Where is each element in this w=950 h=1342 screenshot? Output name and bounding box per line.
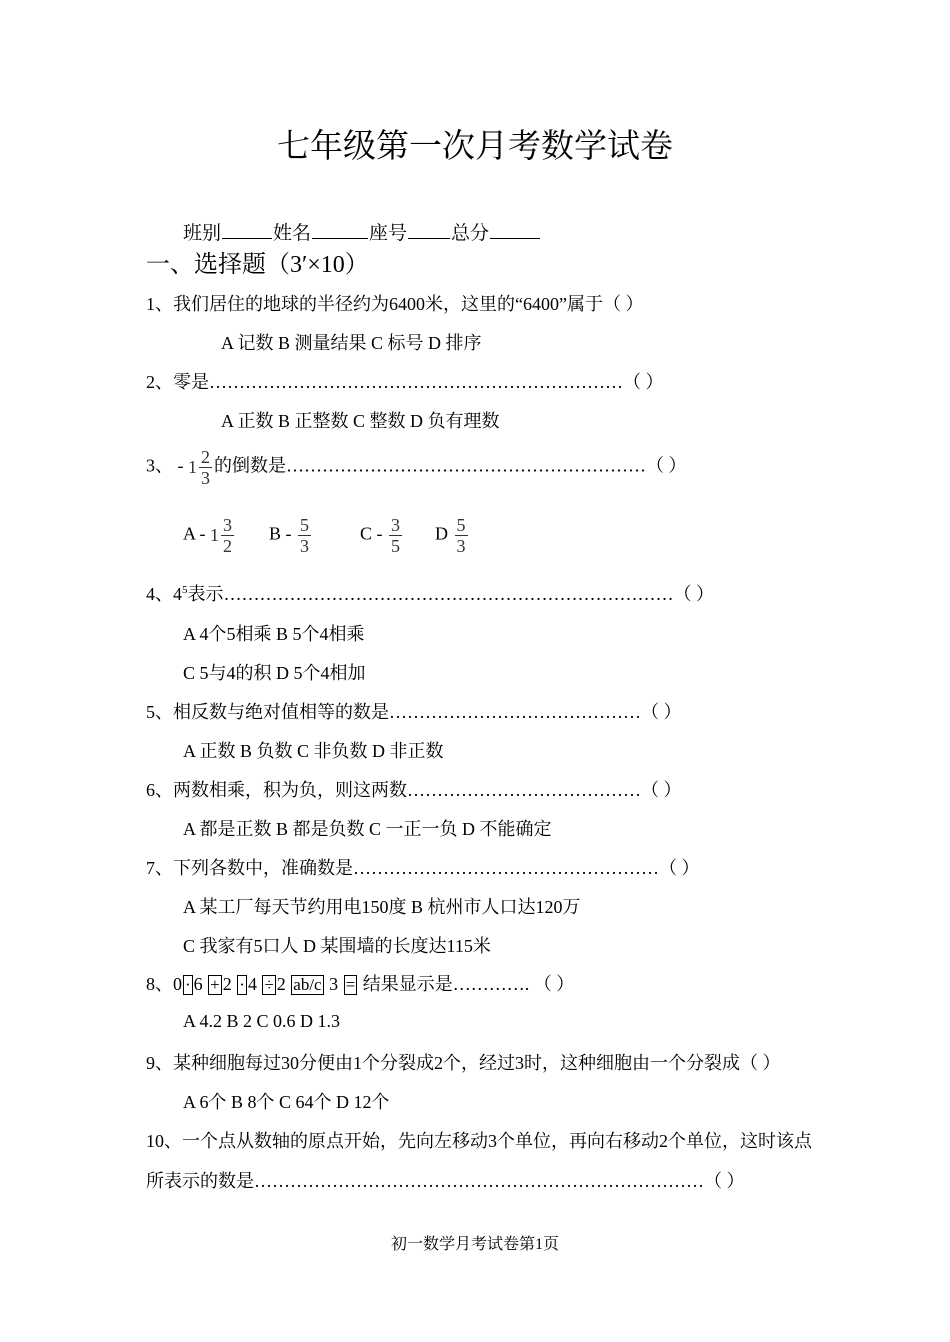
- question-9-stem: 9、某种细胞每过30分便由1个分裂成2个，经过3时，这种细胞由一个分裂成（ ）: [146, 1053, 781, 1073]
- q3-option-c-denominator: 5: [391, 536, 400, 556]
- q3-option-b-fraction: [298, 515, 311, 556]
- q3-suffix: 的倒数是……………………………………………………（ ）: [214, 455, 687, 476]
- q3-numerator: 2: [201, 447, 210, 467]
- question-6-stem: 6、两数相乘，积为负，则这两数…………………………………（ ）: [146, 780, 682, 800]
- q8-suffix: 结果显示是…………. （ ）: [362, 974, 575, 994]
- q8-digit-2: 2: [222, 974, 232, 994]
- q3-option-d-denominator: 3: [456, 536, 466, 556]
- q3-option-a-numerator: 3: [223, 515, 232, 535]
- total-label: 总分: [451, 223, 490, 244]
- q3-option-c-numerator: 3: [391, 515, 400, 535]
- q4-exponent: 5: [182, 584, 188, 596]
- question-8-stem: [146, 970, 574, 996]
- seat-blank: [408, 220, 450, 239]
- question-10-stem-line-1: 10、一个点从数轴的原点开始，先向左移动3个单位，再向右移动2个单位，这时该点: [146, 1131, 812, 1151]
- calculator-key-decimal: ·: [185, 975, 191, 994]
- calculator-key-fraction: ab/c: [293, 975, 322, 994]
- q3-option-b-denominator: 3: [300, 536, 309, 556]
- q3-option-b-numerator: 5: [300, 515, 309, 535]
- question-1-options: A 记数 B 测量结果 C 标号 D 排序: [221, 333, 482, 353]
- question-1-stem: 1、我们居住的地球的半径约为6400米，这里的“6400”属于（ ）: [146, 294, 644, 314]
- question-7-options-row-1: A 某工厂每天节约用电150度 B 杭州市人口达120万: [183, 897, 581, 917]
- question-2-options: A 正数 B 正整数 C 整数 D 负有理数: [221, 411, 500, 431]
- q3-option-d-numerator: 5: [456, 515, 466, 535]
- section-title: 一、选择题（3′×10）: [146, 252, 369, 278]
- calculator-key-plus: +: [210, 975, 220, 994]
- question-7-stem: 7、下列各数中，准确数是……………………………………………（ ）: [146, 858, 700, 878]
- q4-stem-rest: 表示…………………………………………………………………（ ）: [187, 584, 714, 604]
- question-2-stem: 2、零是……………………………………………………………（ ）: [146, 372, 664, 392]
- q3-prefix: 3、 -: [146, 455, 188, 476]
- question-4-options-row-1: A 4个5相乘 B 5个4相乘: [183, 624, 365, 644]
- question-9-options: A 6个 B 8个 C 64个 D 12个: [183, 1092, 390, 1112]
- q3-denominator: 3: [201, 468, 210, 488]
- question-3-stem: [146, 447, 687, 488]
- q3-option-a-label: A -: [183, 523, 210, 544]
- question-3-options: [183, 515, 470, 556]
- q3-option-a-fraction: [221, 515, 234, 556]
- question-5-options: A 正数 B 负数 C 非负数 D 非正数: [183, 741, 444, 761]
- q8-prefix: 8、0: [146, 974, 182, 994]
- seat-label: 座号: [369, 223, 408, 244]
- q3-option-a-whole: 1: [210, 525, 219, 545]
- q3-option-c-label: C -: [360, 523, 387, 544]
- question-8-options: A 4.2 B 2 C 0.6 D 1.3: [183, 1011, 341, 1031]
- class-blank: [222, 220, 272, 239]
- page-footer: 初一数学月考试卷第1页: [390, 1236, 559, 1253]
- q8-digit-4: 2: [276, 974, 286, 994]
- q3-option-d-label: D: [435, 523, 453, 544]
- q8-digit-5: 3: [329, 974, 339, 994]
- name-blank: [312, 220, 368, 239]
- q3-fraction: [199, 447, 212, 488]
- question-4-stem: [146, 580, 714, 606]
- page-title: 七年级第一次月考数学试卷: [277, 129, 673, 165]
- total-blank: [490, 220, 540, 239]
- q8-digit-3: 4: [247, 974, 257, 994]
- question-5-stem: 5、相反数与绝对值相等的数是……………………………………（ ）: [146, 702, 682, 722]
- student-info-line: [183, 218, 541, 245]
- q3-option-b-label: B -: [269, 523, 296, 544]
- calculator-key-equals: =: [345, 975, 356, 994]
- q3-option-d-fraction: [455, 515, 468, 556]
- calculator-key-decimal-2: ·: [239, 975, 245, 994]
- class-label: 班别: [183, 223, 222, 244]
- q8-digit-1: 6: [193, 974, 203, 994]
- q3-whole: 1: [188, 457, 197, 477]
- q3-option-c-fraction: [389, 515, 402, 556]
- question-7-options-row-2: C 我家有5口人 D 某围墙的长度达115米: [183, 936, 491, 956]
- question-10-stem-line-2: 所表示的数是…………………………………………………………………（ ）: [146, 1171, 745, 1191]
- q3-option-a-denominator: 2: [223, 536, 232, 556]
- q4-base: 4、4: [146, 584, 182, 604]
- question-4-options-row-2: C 5与4的积 D 5个4相加: [183, 663, 366, 683]
- calculator-key-divide: ÷: [264, 975, 274, 994]
- name-label: 姓名: [273, 223, 312, 244]
- question-6-options: A 都是正数 B 都是负数 C 一正一负 D 不能确定: [183, 819, 552, 839]
